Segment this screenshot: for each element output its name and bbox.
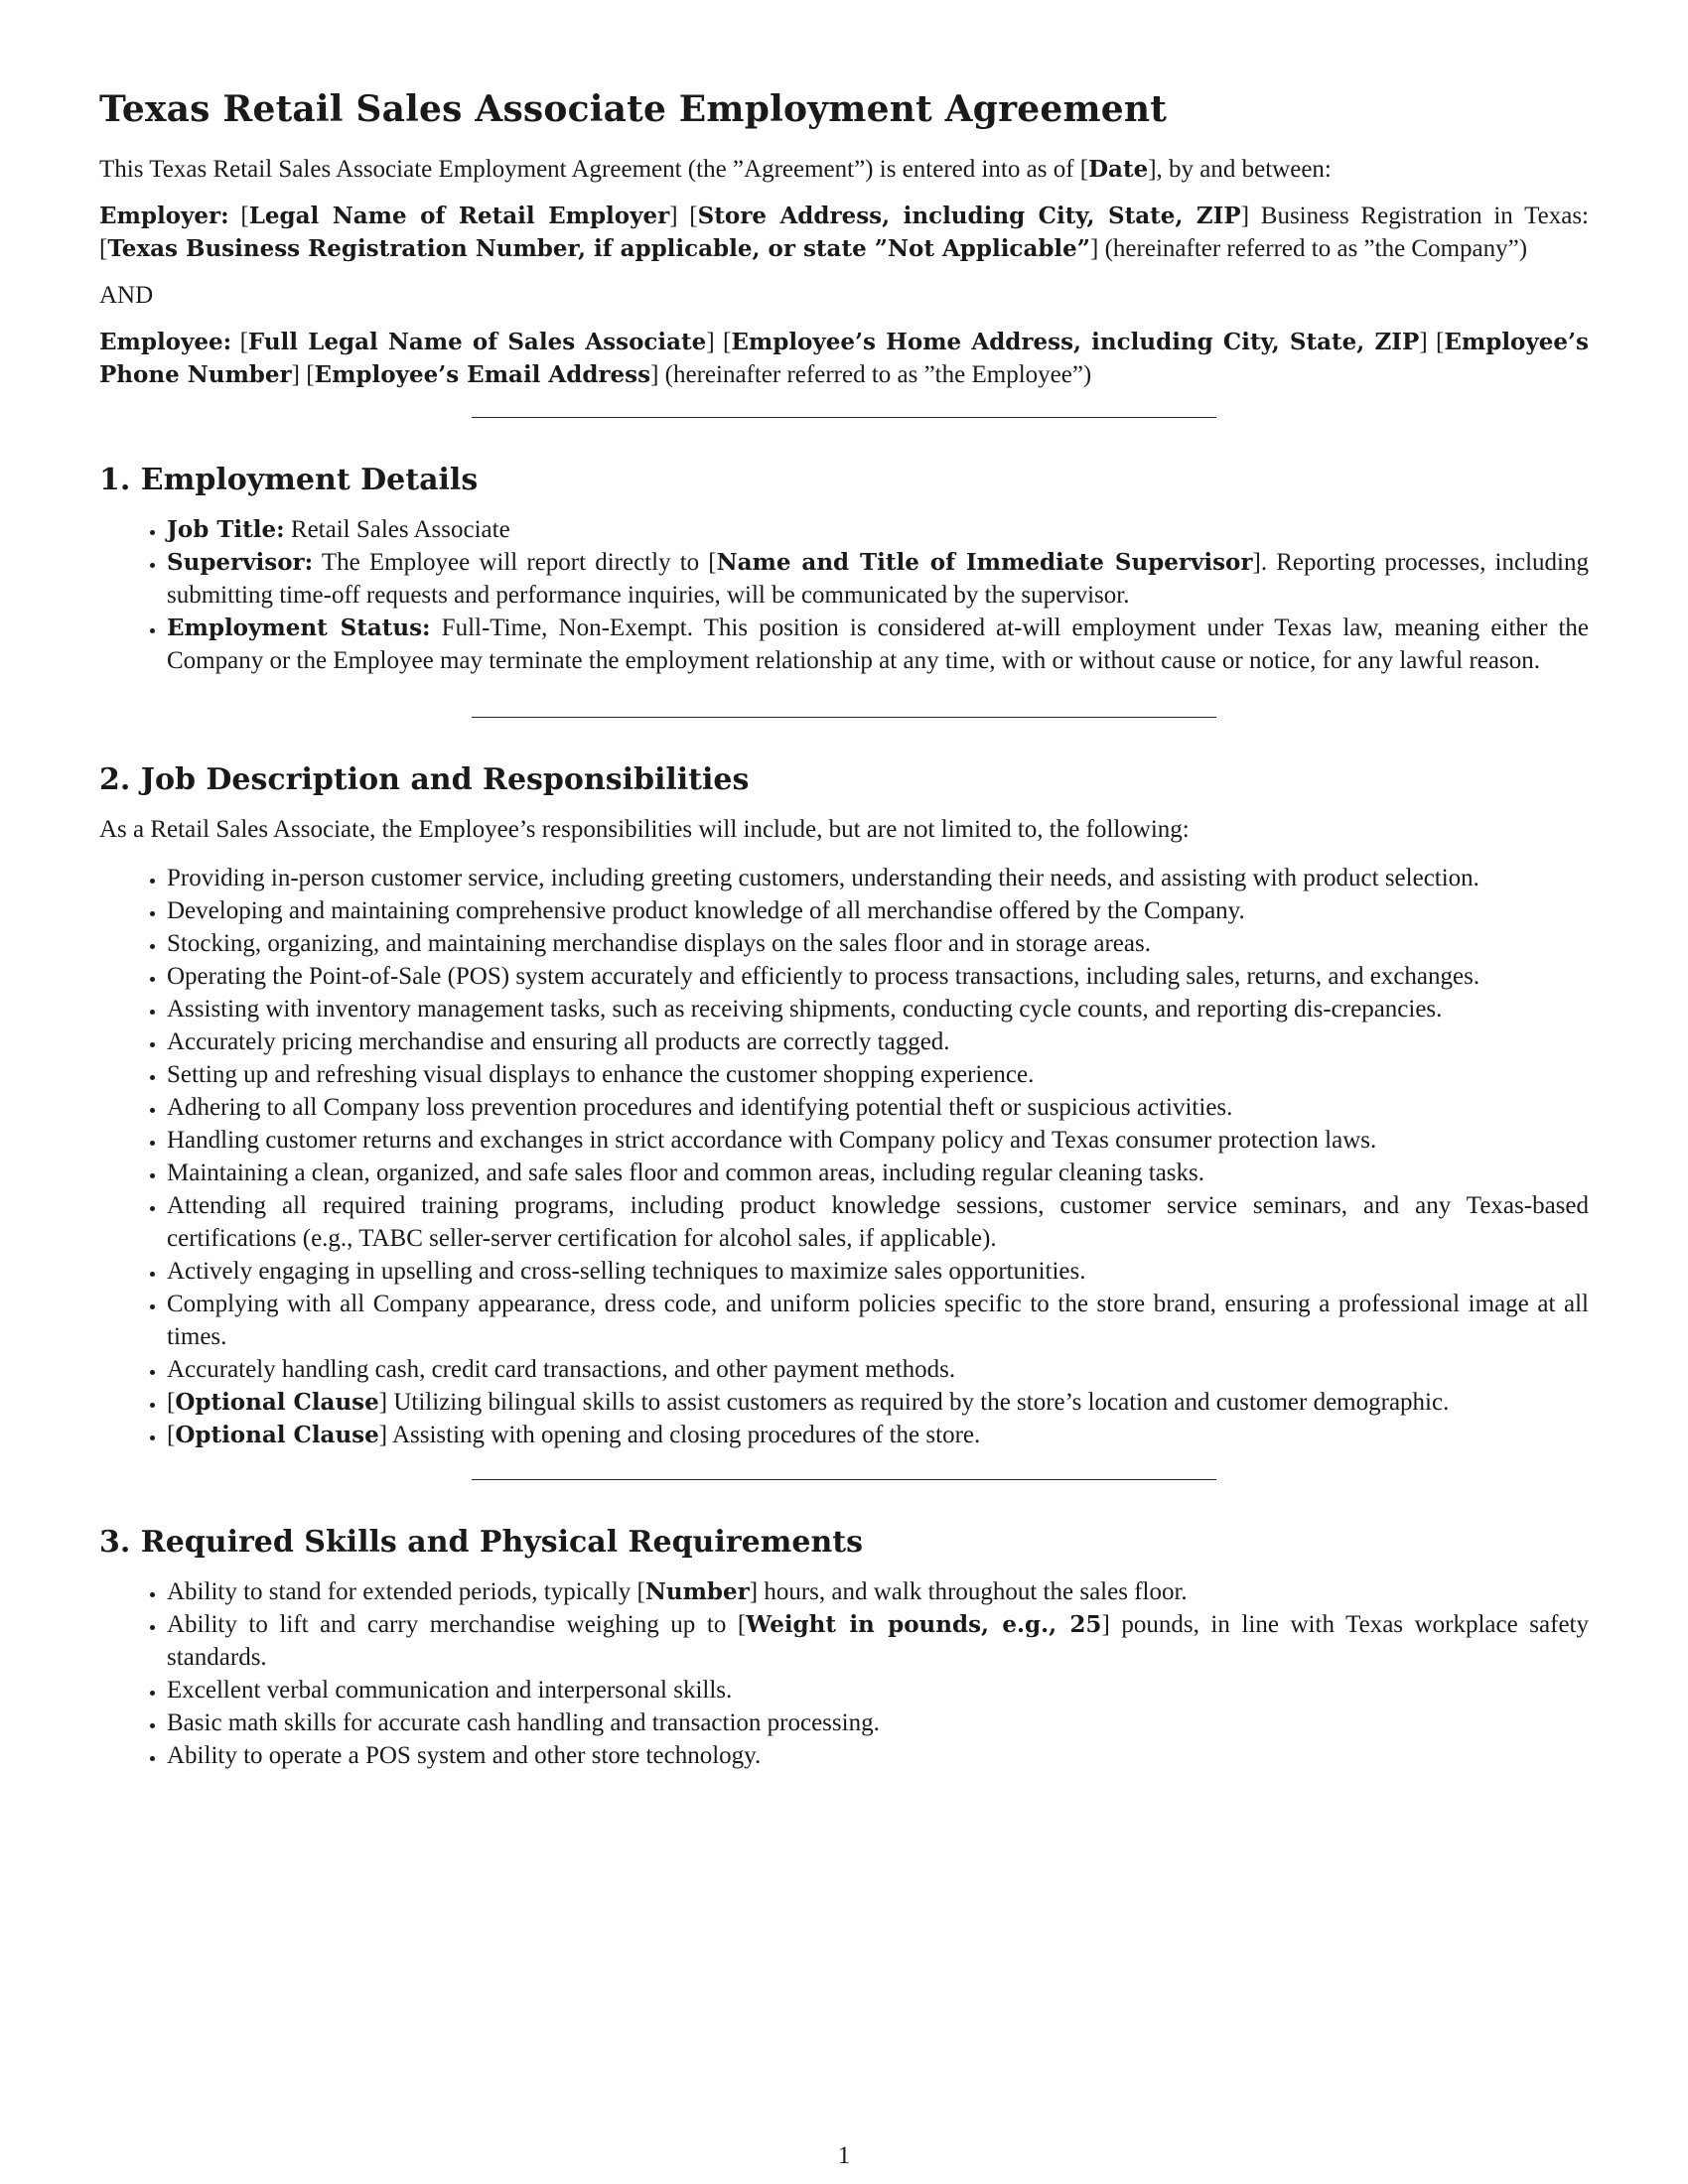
list-item: • Ability to operate a POS system and other store technology.	[167, 1739, 1589, 1772]
responsibilities-list	[99, 862, 1589, 1451]
employee-address-placeholder: Employee’s Home Address, including City, State, ZIP	[731, 329, 1420, 355]
list-item: • Developing and maintaining comprehensive product knowledge of all merchandise offered by the Company.	[167, 894, 1589, 927]
supervisor-text: The Employee will report directly to [	[313, 549, 717, 576]
date-placeholder: Date	[1088, 156, 1149, 183]
employer-label: Employer:	[99, 203, 229, 229]
employee-email-placeholder: Employee’s Email Address	[314, 361, 651, 388]
list-item: • Stocking, organizing, and maintaining merchandise displays on the sales floor and in storage areas.	[167, 927, 1589, 960]
job-title-value: Retail Sales Associate	[284, 516, 510, 543]
list-item: • Providing in-person customer service, including greeting customers, understanding their needs, and assisting with product selection.	[167, 862, 1589, 894]
lift-text-end: ] pounds, in line with Texas workplace safety standards.	[167, 1611, 1589, 1671]
section-divider	[472, 717, 1216, 718]
employee-suffix: ] (hereinafter referred to as ”the Employee”)	[650, 361, 1092, 388]
intro-text-end: ], by and between:	[1148, 156, 1332, 183]
list-item: • Operating the Point-of-Sale (POS) system accurately and efficiently to process transactions, including sales, returns, and exchanges.	[167, 960, 1589, 993]
intro-text: This Texas Retail Sales Associate Employment Agreement (the ”Agreement”) is entered into as of [	[99, 156, 1089, 183]
stand-text: Ability to stand for extended periods, typically [	[167, 1578, 645, 1605]
requirements-list	[99, 1575, 1589, 1772]
employment-details-list	[99, 513, 1589, 677]
document-title: Texas Retail Sales Associate Employment Agreement	[99, 88, 1168, 130]
optional-clause-text: ] Utilizing bilingual skills to assist customers as required by the store’s location and customer demographic.	[378, 1389, 1450, 1416]
job-title-label: Job Title:	[167, 516, 285, 543]
list-item	[167, 612, 1589, 677]
section-1-heading: 1. Employment Details	[99, 463, 479, 497]
list-item: • Maintaining a clean, organized, and safe sales floor and common areas, including regular cleaning tasks.	[167, 1157, 1589, 1189]
intro-paragraph	[99, 153, 1589, 186]
list-item	[167, 513, 1589, 546]
list-item: • Adhering to all Company loss prevention procedures and identifying potential theft or suspicious activities.	[167, 1091, 1589, 1124]
list-item: • Handling customer returns and exchanges in strict accordance with Company policy and Texas consumer protection laws.	[167, 1124, 1589, 1157]
lift-text: Ability to lift and carry merchandise weighing up to [	[167, 1611, 747, 1638]
list-item: • Setting up and refreshing visual displays to enhance the customer shopping experience.	[167, 1058, 1589, 1091]
employee-name-placeholder: Full Legal Name of Sales Associate	[247, 329, 707, 355]
list-item: • Excellent verbal communication and interpersonal skills.	[167, 1674, 1589, 1706]
list-item: • [Optional Clause] Utilizing bilingual skills to assist customers as required by the store’s location and customer demographic.	[167, 1386, 1589, 1419]
list-item: • Basic math skills for accurate cash handling and transaction processing.	[167, 1706, 1589, 1739]
hours-placeholder: Number	[644, 1578, 750, 1605]
list-item: • Accurately pricing merchandise and ensuring all products are correctly tagged.	[167, 1025, 1589, 1058]
employer-registration-label: Business Registration in Texas: [	[99, 203, 1589, 262]
employee-phone-placeholder: Employee’s Phone Number	[99, 329, 1589, 388]
section-divider	[472, 417, 1216, 418]
list-item: • Assisting with inventory management tasks, such as receiving shipments, conducting cycle counts, and reporting dis-crepancies.	[167, 993, 1589, 1025]
and-text: AND	[99, 282, 154, 309]
employer-address-placeholder: Store Address, including City, State, ZIP	[697, 203, 1241, 229]
optional-clause-label: Optional Clause	[175, 1422, 379, 1448]
weight-placeholder: Weight in pounds, e.g., 25	[746, 1611, 1102, 1638]
employer-registration-placeholder: Texas Business Registration Number, if applicable, or state ”Not Applicable”	[107, 235, 1091, 262]
supervisor-label: Supervisor:	[167, 549, 314, 576]
employment-status-text: Full-Time, Non-Exempt. This position is considered at-will employment under Texas law, meaning either the Company or the Employee may terminate the employment relationship at any time, with or without cause or notice, for any lawful reason.	[167, 614, 1589, 674]
supervisor-text-end: ]. Reporting processes, including submitting time-off requests and performance inquiries, will be communicated by the supervisor.	[167, 549, 1589, 609]
section-2-heading: 2. Job Description and Responsibilities	[99, 762, 750, 797]
section-3-heading: 3. Required Skills and Physical Requirements	[99, 1525, 864, 1560]
employee-label: Employee:	[99, 329, 232, 355]
list-item	[167, 546, 1589, 612]
list-item: • Accurately handling cash, credit card transactions, and other payment methods.	[167, 1353, 1589, 1386]
optional-clause-text: ] Assisting with opening and closing procedures of the store.	[378, 1422, 981, 1448]
supervisor-placeholder: Name and Title of Immediate Supervisor	[716, 549, 1253, 576]
page-number: 1	[837, 2142, 851, 2169]
employer-name-placeholder: Legal Name of Retail Employer	[248, 203, 670, 229]
optional-clause-label: Optional Clause	[175, 1389, 379, 1416]
list-item: • Attending all required training programs, including product knowledge sessions, customer service seminars, and any Texas-based certifications (e.g., TABC seller-server certification for alcohol sales, if applicable).	[167, 1189, 1589, 1255]
employee-block: Employee: [Full Legal Name of Sales Associate] [Employee’s Home Address, including City, State, ZIP] [Employee’s Phone Number] [Employee’s Email Address] (hereinafter referred to as ”the Employee”)	[99, 329, 1589, 388]
document-page	[99, 87, 1589, 1772]
employment-status-label: Employment Status:	[167, 614, 431, 641]
stand-text-end: ] hours, and walk throughout the sales floor.	[749, 1578, 1188, 1605]
list-item: • Actively engaging in upselling and cross-selling techniques to maximize sales opportunities.	[167, 1255, 1589, 1288]
employer-suffix: ] (hereinafter referred to as ”the Company”)	[1090, 235, 1528, 262]
list-item	[167, 1608, 1589, 1674]
section-divider	[472, 1479, 1216, 1480]
list-item: • Complying with all Company appearance, dress code, and uniform policies specific to the store brand, ensuring a professional image at all times.	[167, 1288, 1589, 1353]
section-2-intro: As a Retail Sales Associate, the Employee’s responsibilities will include, but are not limited to, the following:	[99, 816, 1190, 843]
employer-block: Employer: [Legal Name of Retail Employer] [Store Address, including City, State, ZIP] Business Registration in Texas: [Texas Business Registration Number, if applicable, or state ”Not Applicable”] (hereinafter referred to as ”the Company”)	[99, 203, 1589, 262]
list-item: • [Optional Clause] Assisting with opening and closing procedures of the store.	[167, 1419, 1589, 1451]
list-item	[167, 1575, 1589, 1608]
